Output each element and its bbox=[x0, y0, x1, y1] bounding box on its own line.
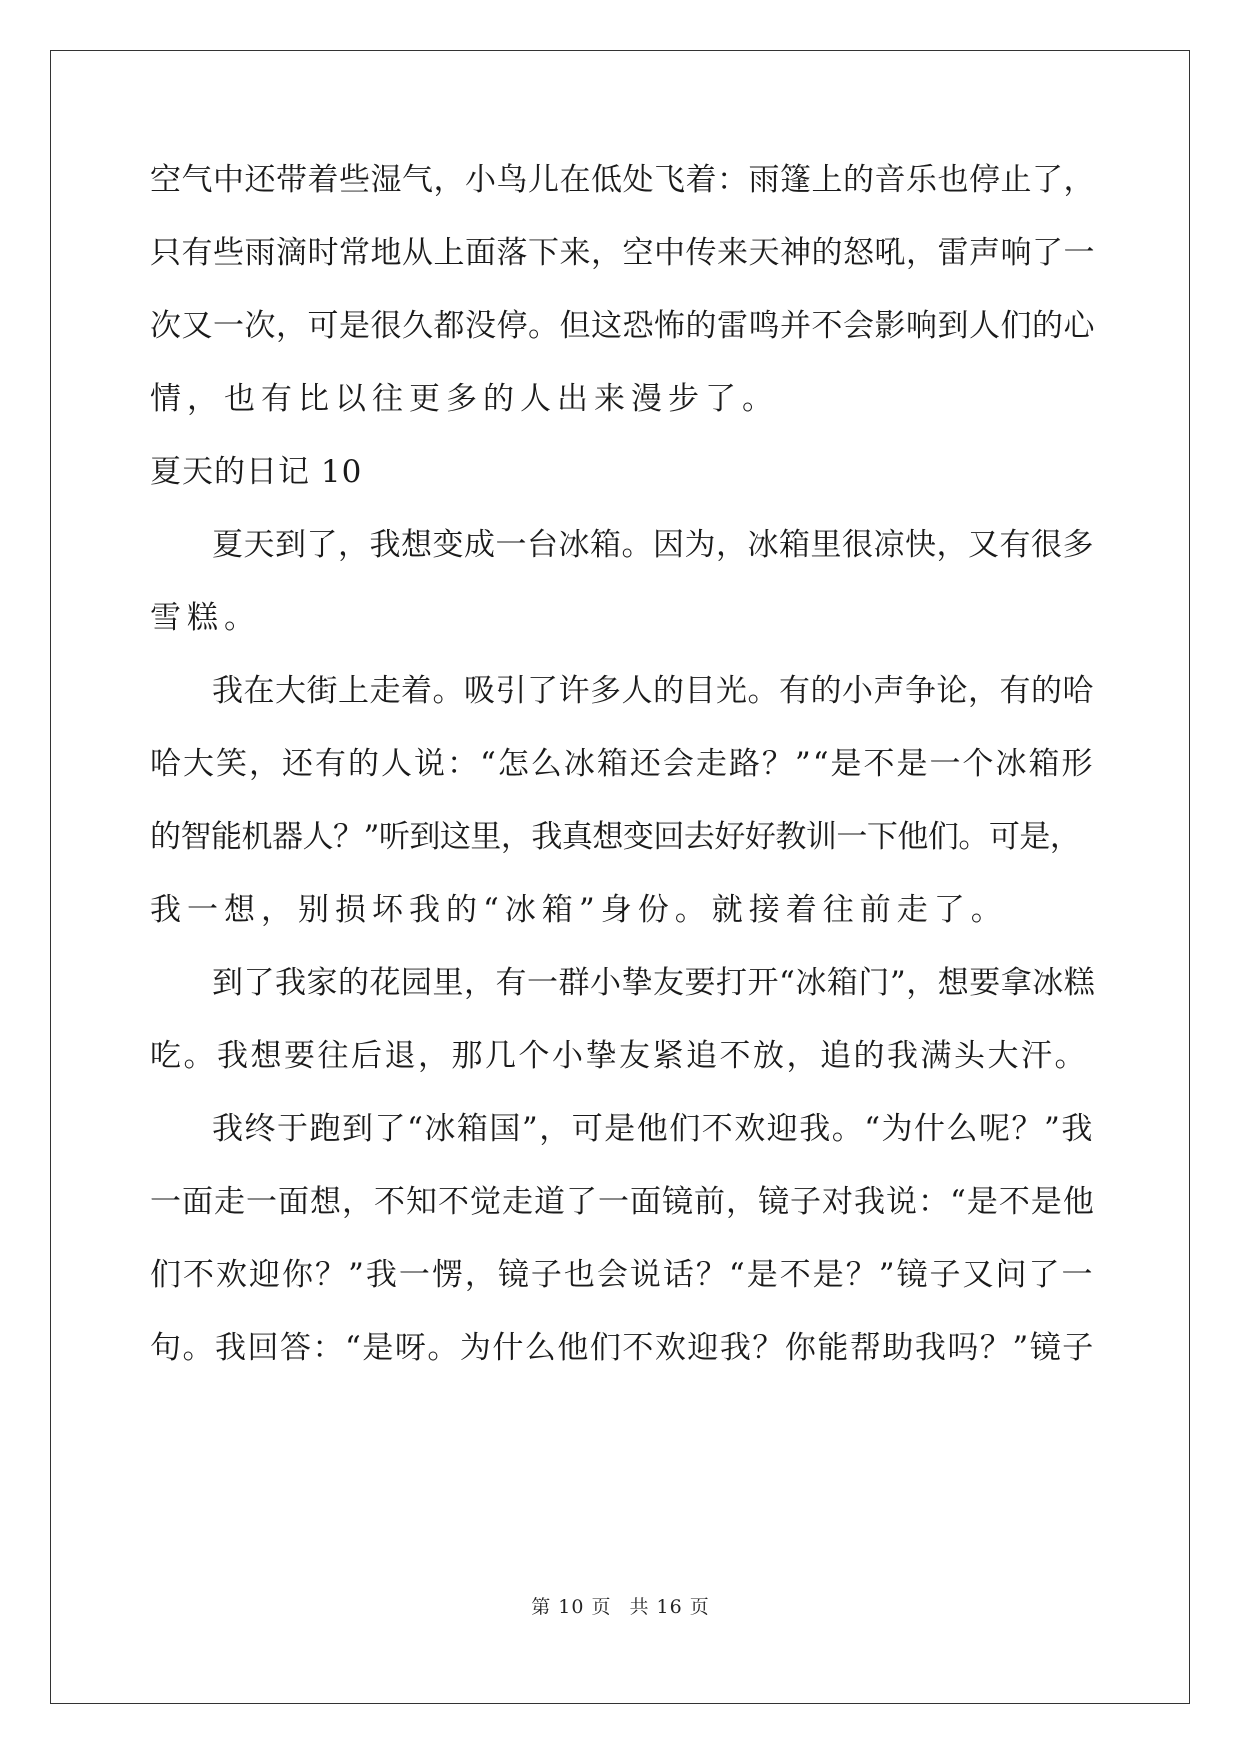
page-border bbox=[50, 50, 1190, 1704]
text-line: 情，也有比以往更多的人出来漫步了。 bbox=[150, 381, 779, 417]
page-footer bbox=[0, 1592, 1241, 1619]
text-line: 空气中还带着些湿气，小鸟儿在低处飞着：雨篷上的音乐也停止了， bbox=[150, 162, 1095, 198]
text-line: 吃。我想要往后退，那几个小挚友紧追不放，追的我满头大汗。 bbox=[150, 1038, 1088, 1074]
text-line: 哈大笑，还有的人说：“怎么冰箱还会走路？”“是不是一个冰箱形 bbox=[150, 746, 1095, 782]
text-line: 到了我家的花园里，有一群小挚友要打开“冰箱门”，想要拿冰糕 bbox=[212, 965, 1096, 1001]
text-line: 只有些雨滴时常地从上面落下来，空中传来天神的怒吼，雷声响了一 bbox=[150, 235, 1095, 271]
text-line: 我终于跑到了“冰箱国”，可是他们不欢迎我。“为什么呢？”我 bbox=[212, 1111, 1094, 1147]
section-heading: 夏天的日记 10 bbox=[150, 454, 363, 490]
text-line: 一面走一面想，不知不觉走道了一面镜前，镜子对我说：“是不是他 bbox=[150, 1184, 1095, 1220]
total-pages-label: 共 16 页 bbox=[629, 1596, 710, 1618]
text-line: 们不欢迎你？”我一愣，镜子也会说话？“是不是？”镜子又问了一 bbox=[150, 1257, 1095, 1293]
text-line: 句。我回答：“是呀。为什么他们不欢迎我？你能帮助我吗？”镜子 bbox=[150, 1330, 1095, 1366]
text-line: 的智能机器人？”听到这里，我真想变回去好好教训一下他们。可是， bbox=[150, 819, 1081, 855]
current-page-label: 第 10 页 bbox=[531, 1596, 612, 1618]
text-line: 雪糕。 bbox=[150, 600, 261, 636]
text-line: 夏天到了，我想变成一台冰箱。因为，冰箱里很凉快，又有很多 bbox=[212, 527, 1094, 563]
text-line: 我一想，别损坏我的“冰箱”身份。就接着往前走了。 bbox=[150, 892, 1008, 928]
text-line: 我在大街上走着。吸引了许多人的目光。有的小声争论，有的哈 bbox=[212, 673, 1094, 709]
text-line: 次又一次，可是很久都没停。但这恐怖的雷鸣并不会影响到人们的心 bbox=[150, 308, 1095, 344]
